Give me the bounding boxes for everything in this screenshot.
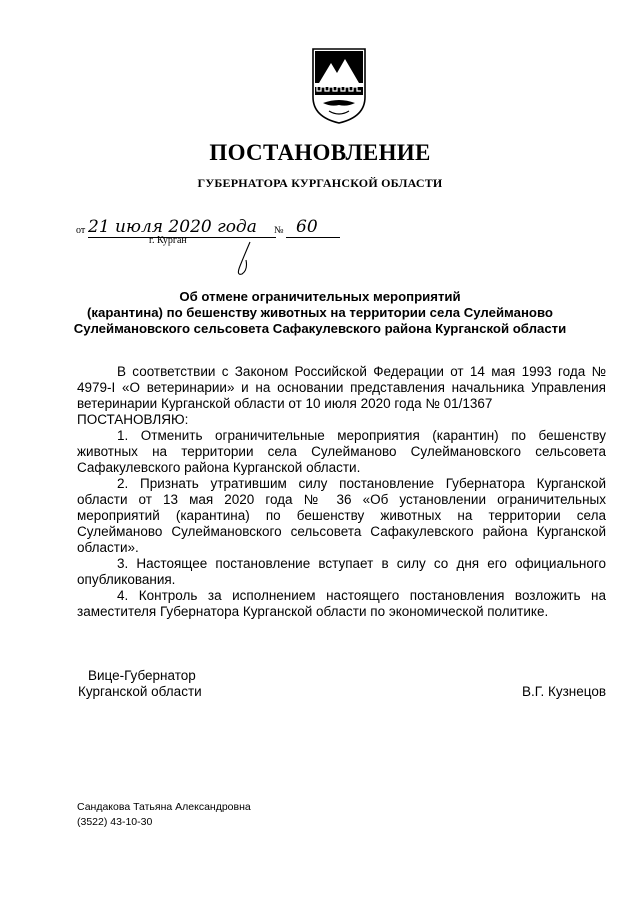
decree-body <box>77 364 606 620</box>
signer-name: В.Г. Кузнецов <box>522 684 606 699</box>
document-title: ПОСТАНОВЛЕНИЕ <box>209 140 431 165</box>
decree-subject <box>60 289 580 337</box>
executor-contact <box>77 800 251 830</box>
document-subtitle: ГУБЕРНАТОРА КУРГАНСКОЙ ОБЛАСТИ <box>197 176 443 190</box>
preamble-paragraph: В соответствии с Законом Российской Федерации от 14 мая 1993 года № 4979-I «О ветеринарии» и на основании представления начальника Управления ветеринарии Курганской области от 10 июля 2020 года № 01/1367 <box>77 364 606 411</box>
handwritten-mark <box>226 240 256 280</box>
signer-title <box>78 668 202 700</box>
subject-line: (карантина) по бешенству животных на территории села Сулейманово <box>87 305 553 320</box>
subject-line: Сулеймановского сельсовета Сафакулевского района Курганской области <box>73 321 567 336</box>
decree-item: 2. Признать утратившим силу постановление Губернатора Курганской области от 13 мая 2020 года № 36 «Об установлении ограничительных мероприятий (карантина) по бешенству животных на территории села Сулейманово Сулеймановского сельсовета Сафакулевского района Курганской области». <box>77 476 606 555</box>
date-number-line <box>76 217 366 244</box>
decree-item: 4. Контроль за исполнением настоящего постановления возложить на заместителя Губернатора Курганской области по экономической политике. <box>77 588 606 619</box>
subject-line: Об отмене ограничительных мероприятий <box>179 289 461 304</box>
decree-word: ПОСТАНОВЛЯЮ: <box>77 412 189 427</box>
coat-of-arms-emblem <box>309 47 369 125</box>
executor-name: Сандакова Татьяна Александровна <box>77 801 251 813</box>
decree-item: 3. Настоящее постановление вступает в силу со дня его официального опубликования. <box>77 556 606 587</box>
decree-item: 1. Отменить ограничительные мероприятия (карантин) по бешенству животных на территории села Сулейманово Сулеймановского сельсовета Сафакулевского района Курганской области. <box>77 428 606 475</box>
number-label: № <box>274 225 284 236</box>
signer-title-line: Курганской области <box>78 684 202 699</box>
handwritten-number: 60 <box>296 217 318 237</box>
signer-title-line: Вице-Губернатор <box>88 668 196 683</box>
city-label: г. Курган <box>149 235 187 246</box>
executor-phone: (3522) 43-10-30 <box>77 816 153 828</box>
date-prefix: от <box>76 225 86 236</box>
handwritten-date: 21 июля 2020 года <box>88 217 257 237</box>
